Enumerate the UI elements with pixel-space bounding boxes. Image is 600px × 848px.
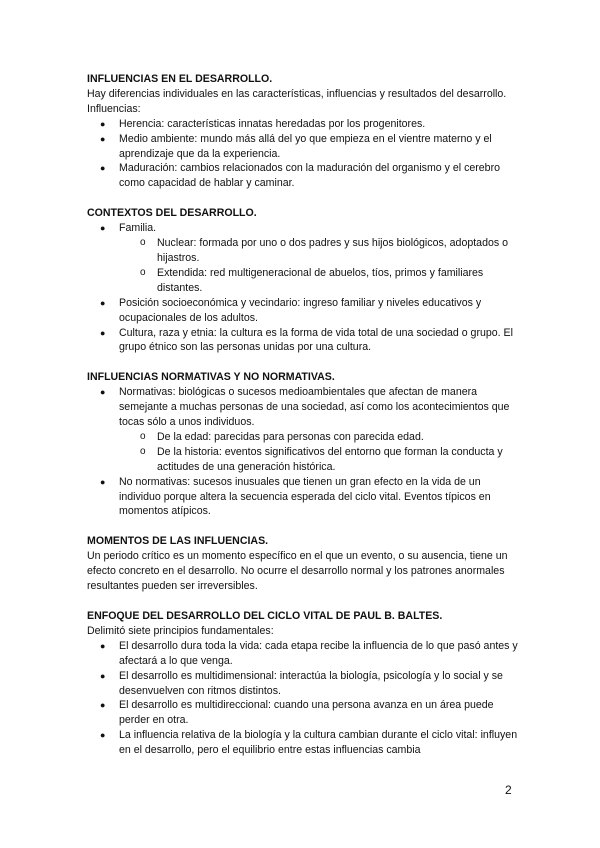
sub-list-item: o Nuclear: formada por uno o dos padres y sus hijos biológicos, adoptados o hijastros. (157, 236, 522, 266)
section-heading-momentos: MOMENTOS DE LAS INFLUENCIAS. (87, 535, 269, 548)
paragraph-momentos: Un periodo crítico es un momento específico en el que un evento, o su ausencia, tiene un efecto concreto en el desarrollo. No ocurre el desarrollo normal y los patrones anormales resultantes pueden ser irreversibles. (87, 550, 508, 593)
list-item (119, 221, 522, 296)
bullet-list-principios (87, 639, 522, 758)
bullet-list-influencias (87, 117, 522, 192)
list-item (119, 385, 522, 474)
sub-list-familia (119, 236, 522, 296)
list-item: ● La influencia relativa de la biología y la cultura cambian durante el ciclo vital: influyen en el desarrollo, pero el equilibrio entre estas influencias cambia (119, 728, 522, 758)
sub-list-item: o De la edad: parecidas para personas con parecida edad. (157, 430, 522, 445)
paragraph-principios: Delimitó siete principios fundamentales: (87, 624, 274, 637)
list-item: ● El desarrollo es multidimensional: interactúa la biología, psicología y lo social y se desenvuelven con ritmos distintos. (119, 669, 522, 699)
page-content (87, 72, 522, 758)
list-item: ● Maduración: cambios relacionados con la maduración del organismo y el cerebro como capacidad de hablar y caminar. (119, 161, 522, 191)
list-item-text: Familia. (119, 222, 157, 235)
paragraph-intro: Hay diferencias individuales en las características, influencias y resultados del desarrollo. (87, 87, 507, 100)
list-item: ● No normativas: sucesos inusuales que tienen un gran efecto en la vida de un individuo porque altera la secuencia esperada del ciclo vital. Eventos típicos en momentos atípicos. (119, 475, 522, 520)
section-heading-contextos: CONTEXTOS DEL DESARROLLO. (87, 207, 257, 220)
bullet-list-normativas (87, 385, 522, 519)
section-heading-normativas: INFLUENCIAS NORMATIVAS Y NO NORMATIVAS. (87, 371, 335, 384)
label-influencias: Influencias: (87, 102, 141, 115)
sub-list-item: o Extendida: red multigeneracional de abuelos, tíos, primos y familiares distantes. (157, 266, 522, 296)
page-number: 2 (505, 783, 512, 797)
list-item: ● El desarrollo dura toda la vida: cada etapa recibe la influencia de lo que pasó antes y afectará a lo que venga. (119, 639, 522, 669)
list-item: ● Herencia: características innatas heredadas por los progenitores. (119, 117, 522, 132)
section-heading-influencias: INFLUENCIAS EN EL DESARROLLO. (87, 73, 273, 85)
list-item-text: Normativas: biológicas o sucesos medioambientales que afectan de manera semejante a muchas personas de una sociedad, así como los acontecimientos que tocas sólo a unos individuos. (119, 386, 510, 429)
sub-list-normativas (119, 430, 522, 475)
bullet-list-contextos (87, 221, 522, 355)
list-item: ● El desarrollo es multidireccional: cuando una persona avanza en un área puede perder en otra. (119, 698, 522, 728)
section-heading-baltes: ENFOQUE DEL DESARROLLO DEL CICLO VITAL DE PAUL B. BALTES. (87, 610, 443, 622)
list-item: ● Cultura, raza y etnia: la cultura es la forma de vida total de una sociedad o grupo. El grupo étnico son las personas unidas por una cultura. (119, 326, 522, 356)
list-item: ● Medio ambiente: mundo más allá del yo que empieza en el vientre materno y el aprendizaje que da la experiencia. (119, 132, 522, 162)
sub-list-item: o De la historia: eventos significativos del entorno que forman la conducta y actitudes de una generación histórica. (157, 445, 522, 475)
list-item: ● Posición socioeconómica y vecindario: ingreso familiar y niveles educativos y ocupacionales de los adultos. (119, 296, 522, 326)
